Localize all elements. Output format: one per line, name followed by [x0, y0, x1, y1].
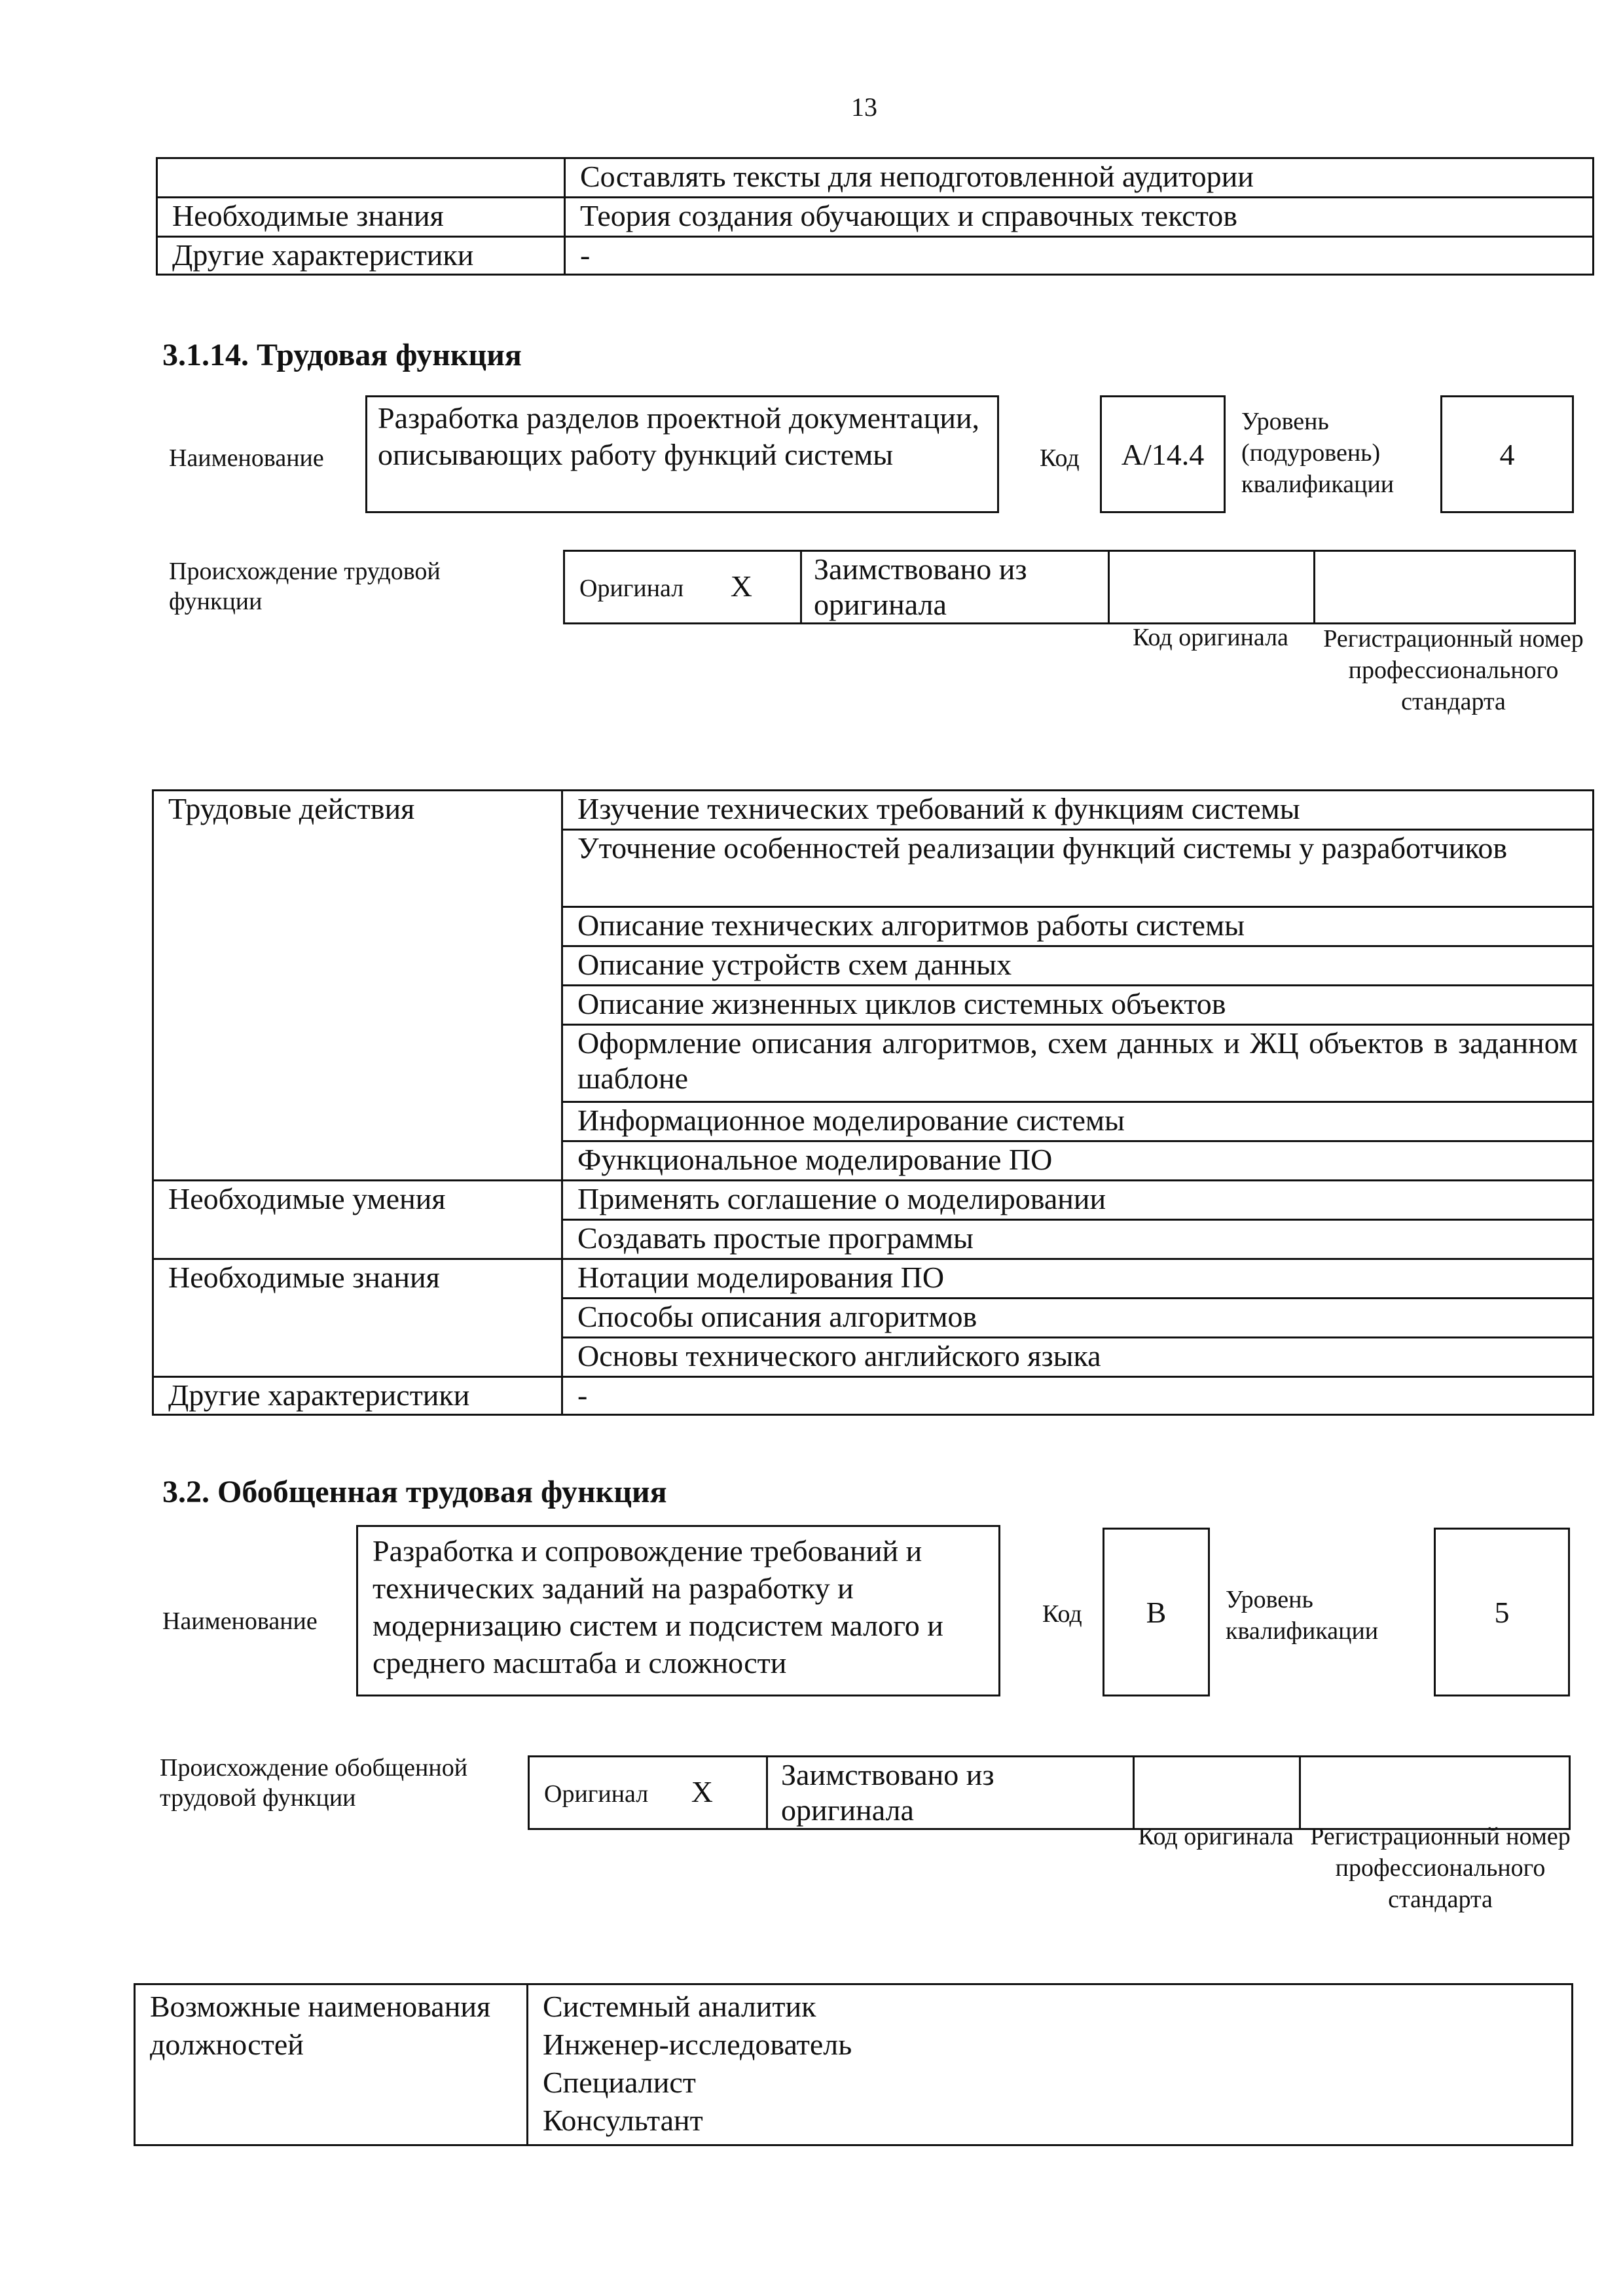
registration-number-cell: [1315, 551, 1575, 624]
page-number: 13: [851, 92, 877, 122]
registration-number-cell: [1300, 1757, 1570, 1829]
top-table-value: Составлять тексты для неподготовленной аудитории: [565, 158, 1594, 198]
original-code-caption: Код оригинала: [1138, 1823, 1294, 1850]
name-label: Наименование: [169, 444, 324, 472]
level-value: 4: [1499, 437, 1515, 471]
code-box: [1100, 395, 1226, 513]
top-table-value: -: [565, 237, 1594, 275]
knowledge-item: Основы технического английского языка: [562, 1338, 1594, 1377]
code-value: B: [1146, 1595, 1167, 1629]
positions-label: Возможные наименования должностей: [135, 1984, 528, 2145]
level-box: [1434, 1528, 1570, 1696]
borrowed-label: Заимствовано из оригинала: [814, 552, 1027, 621]
level-label: Уровень квалификации: [1226, 1586, 1379, 1645]
skills-label: Необходимые умения: [153, 1181, 562, 1259]
original-cell: [564, 551, 801, 624]
original-label: Оригинал: [579, 574, 684, 602]
origin-table: [528, 1755, 1571, 1830]
actions-label: Трудовые действия: [153, 791, 562, 1181]
borrowed-cell: [767, 1757, 1134, 1829]
action-item: Функциональное моделирование ПО: [562, 1141, 1594, 1181]
level-label: Уровень (подуровень) квалификации: [1241, 408, 1395, 498]
skill-item: Создавать простые программы: [562, 1220, 1594, 1259]
code-box: [1103, 1528, 1210, 1696]
borrowed-cell: [801, 551, 1109, 624]
registration-caption: Регистрационный номер профессионального стандарта: [1310, 1823, 1571, 1913]
function-table: [152, 789, 1594, 1416]
other-value: -: [562, 1377, 1594, 1415]
knowledge-label: Необходимые знания: [153, 1259, 562, 1377]
original-label: Оригинал: [544, 1780, 649, 1808]
original-cell: [529, 1757, 767, 1829]
action-item: Уточнение особенностей реализации функций системы у разработчиков: [562, 830, 1594, 907]
generalized-name-box: [356, 1525, 1000, 1696]
action-item: Описание технических алгоритмов работы системы: [562, 907, 1594, 946]
code-value: A/14.4: [1121, 437, 1205, 471]
action-item: Информационное моделирование системы: [562, 1102, 1594, 1141]
position-item: Специалист: [543, 2066, 696, 2099]
name-label: Наименование: [162, 1607, 318, 1635]
code-label: Код: [1040, 444, 1080, 472]
section-heading-3-1-14: 3.1.14. Трудовая функция: [162, 338, 522, 372]
original-mark: X: [691, 1774, 713, 1808]
generalized-name: Разработка и сопровождение требований и технических заданий на разработку и модернизацию систем и подсистем малого и среднего масштаба и сложности: [373, 1534, 943, 1679]
knowledge-item: Способы описания алгоритмов: [562, 1299, 1594, 1338]
borrowed-label: Заимствовано из оригинала: [781, 1758, 994, 1827]
top-table: [156, 157, 1594, 276]
section-heading-3-2: 3.2. Обобщенная трудовая функция: [162, 1475, 667, 1509]
registration-caption: Регистрационный номер профессионального стандарта: [1323, 625, 1584, 715]
position-item: Консультант: [543, 2104, 703, 2137]
function-name: Разработка разделов проектной документации, описывающих работу функций системы: [378, 401, 980, 471]
position-item: Системный аналитик: [543, 1990, 816, 2023]
action-item: Оформление описания алгоритмов, схем данных и ЖЦ объектов в заданном шаблоне: [562, 1025, 1594, 1102]
original-code-cell: [1109, 551, 1315, 624]
top-table-label: [157, 158, 565, 198]
action-item: Описание устройств схем данных: [562, 946, 1594, 986]
origin-table: [563, 550, 1576, 624]
action-item: Изучение технических требований к функциям системы: [562, 791, 1594, 830]
action-item: Описание жизненных циклов системных объектов: [562, 986, 1594, 1025]
original-code-caption: Код оригинала: [1133, 624, 1288, 651]
positions-table: [134, 1983, 1573, 2146]
original-code-cell: [1134, 1757, 1300, 1829]
top-table-label: Необходимые знания: [157, 198, 565, 237]
function-name-box: [365, 395, 999, 513]
level-box: [1440, 395, 1574, 513]
top-table-label: Другие характеристики: [157, 237, 565, 275]
skill-item: Применять соглашение о моделировании: [562, 1181, 1594, 1220]
position-item: Инженер-исследователь: [543, 2028, 852, 2061]
origin-label: Происхождение обобщенной трудовой функции: [160, 1754, 468, 1812]
code-label: Код: [1042, 1600, 1082, 1628]
origin-label: Происхождение трудовой функции: [169, 558, 441, 615]
positions-list: [528, 1984, 1573, 2145]
top-table-value: Теория создания обучающих и справочных текстов: [565, 198, 1594, 237]
level-value: 5: [1494, 1595, 1510, 1629]
knowledge-item: Нотации моделирования ПО: [562, 1259, 1594, 1299]
other-label: Другие характеристики: [153, 1377, 562, 1415]
original-mark: X: [730, 569, 752, 603]
